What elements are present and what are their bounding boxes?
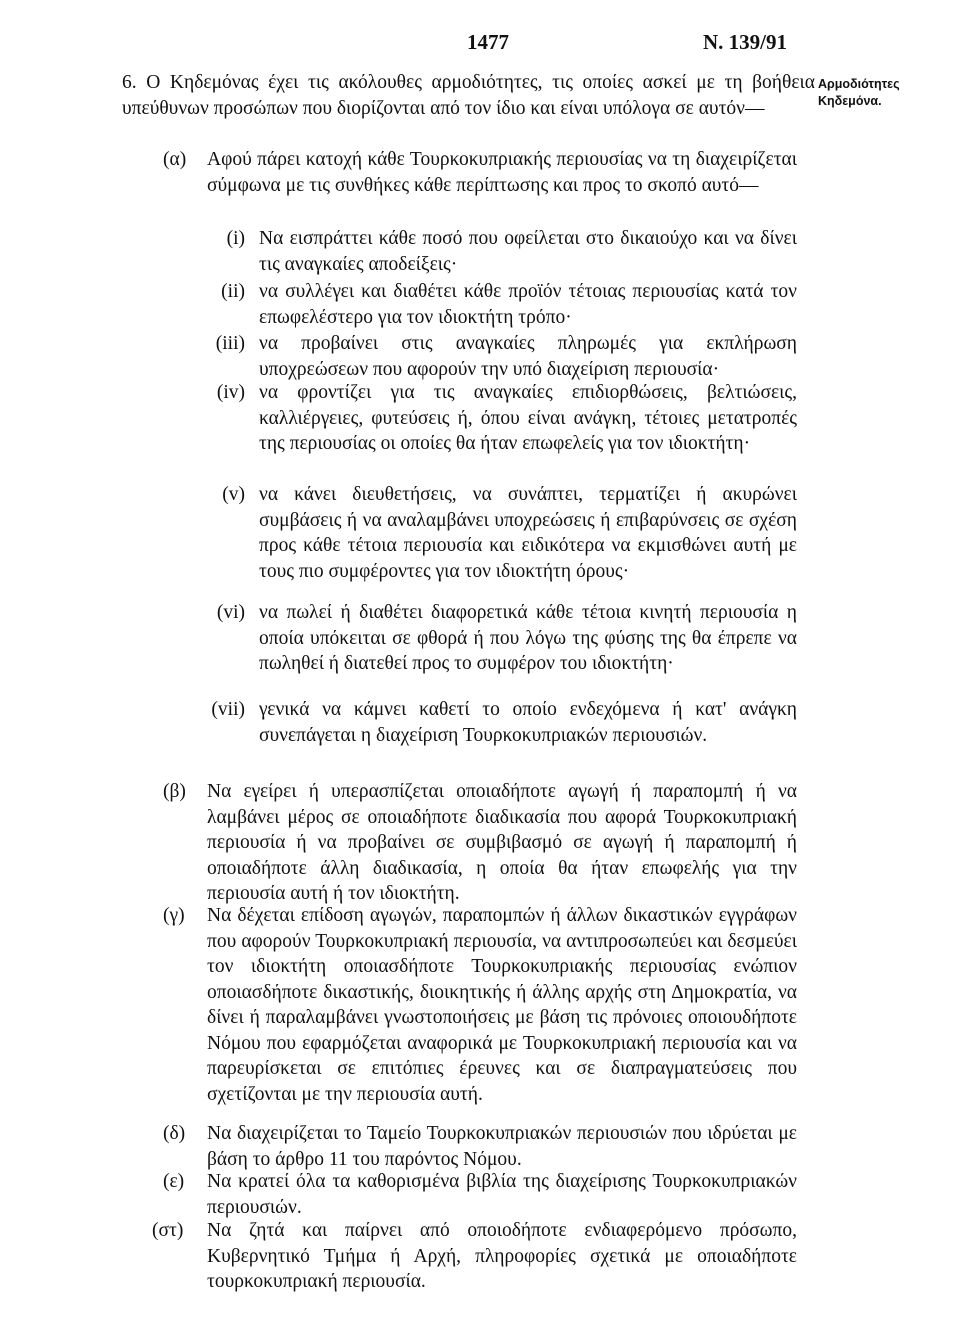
item-label: (στ) <box>152 1220 184 1241</box>
item-text: Να εγείρει ή υπερασπίζεται οποιαδήποτε αγωγή ή παραπομπή ή να λαμβάνει μέρος σε οποιαδήποτε διαδικασία που αφορά Τουρκοκυπριακή περιουσία ή να προβαίνει σε συμβιβασμό σε αγωγή ή παραπομπή ή οποιαδήποτε άλλη διαδικασία, η οποία θα ήταν επωφελής για την περιουσία αυτή ή τον ιδιοκτήτη. <box>207 781 797 904</box>
subitem-text: να πωλεί ή διαθέτει διαφορετικά κάθε τέτοια κινητή περιουσία η οποία υπόκειται σε φθορά ή που λόγω της φύσης της θα έπρεπε να πωληθεί ή διατεθεί προς το συμφέρον του ιδιοκτήτη· <box>259 602 797 674</box>
item-text: Να διαχειρίζεται το Ταμείο Τουρκοκυπριακών περιουσιών που ιδρύεται με βάση το άρθρο 11 του παρόντος Νόμου. <box>207 1123 797 1170</box>
section-intro: 6. Ο Κηδεμόνας έχει τις ακόλουθες αρμοδιότητες, τις οποίες ασκεί με τη βοήθεια υπεύθυνων προσώπων που διορίζονται από τον ίδιο και είναι υπόλογα σε αυτόν— <box>122 72 815 119</box>
subitem-text: Να εισπράττει κάθε ποσό που οφείλεται στο δικαιούχο και να δίνει τις αναγκαίες αποδείξεις· <box>259 228 797 275</box>
item-text: Να κρατεί όλα τα καθορισμένα βιβλία της διαχείρισης Τουρκοκυπριακών περιουσιών. <box>207 1171 797 1218</box>
item-text: Αφού πάρει κατοχή κάθε Τουρκοκυπριακής περιουσίας να τη διαχειρίζεται σύμφωνα με τις συνθήκες κάθε περίπτωσης και προς το σκοπό αυτό— <box>207 149 797 196</box>
margin-note <box>818 76 953 110</box>
subitem-label: (iii) <box>215 333 245 354</box>
item-text: Να ζητά και παίρνει από οποιοδήποτε ενδιαφερόμενο πρόσωπο, Κυβερνητικό Τμήμα ή Αρχή, πληροφορίες σχετικά με οποιαδήποτε τουρκοκυπριακή περιουσία. <box>207 1220 797 1292</box>
item-label: (ε) <box>163 1171 185 1192</box>
subitem-label: (i) <box>226 228 245 249</box>
page-header <box>0 30 960 60</box>
subitem-label: (ii) <box>221 281 245 302</box>
margin-note-line: Αρμοδιότητες <box>818 77 900 91</box>
item-label: (γ) <box>163 905 185 926</box>
item-label: (α) <box>163 149 187 170</box>
item-label: (δ) <box>163 1123 186 1144</box>
margin-note-line: Κηδεμόνα. <box>818 94 882 108</box>
subitem-text: να φροντίζει για τις αναγκαίες επιδιορθώσεις, βελτιώσεις, καλλιέργειες, φυτεύσεις ή, όπου είναι ανάγκη, τέτοιες μετατροπές της περιουσίας οι οποίες θα ήταν επωφελείς για τον ιδιοκτήτη· <box>259 382 797 454</box>
subitem-text: γενικά να κάμνει καθετί το οποίο ενδεχόμενα ή κατ' ανάγκη συνεπάγεται η διαχείριση Τουρκοκυπριακών περιουσιών. <box>259 699 797 746</box>
subitem-text: να προβαίνει στις αναγκαίες πληρωμές για εκπλήρωση υποχρεώσεων που αφορούν την υπό διαχείριση περιουσία· <box>259 333 797 380</box>
subitem-label: (v) <box>222 484 245 505</box>
subitem-label: (iv) <box>216 382 245 403</box>
law-number: Ν. 139/91 <box>703 30 787 54</box>
item-label: (β) <box>163 781 186 802</box>
subitem-label: (vi) <box>216 602 245 623</box>
subitem-label: (vii) <box>211 699 245 720</box>
item-text: Να δέχεται επίδοση αγωγών, παραπομπών ή άλλων δικαστικών εγγράφων που αφορούν Τουρκοκυπριακή περιουσία, να αντιπροσωπεύει και δεσμεύει τον ιδιοκτήτη οποιασδήποτε Τουρκοκυπριακής περιουσίας ενώπιον οποιασδήποτε δικαστικής, διοικητικής ή άλλης αρχής στη Δημοκρατία, να δίνει ή παραλαμβάνει γνωστοποιήσεις με βάση τις πρόνοιες οποιουδήποτε Νόμου που εφαρμόζεται αναφορικά με Τουρκοκυπριακή περιουσία και να παρευρίσκεται σε επιτόπιες έρευνες και σε διαπραγματεύσεις που σχετίζονται με την περιουσία αυτή. <box>207 905 797 1105</box>
subitem-text: να συλλέγει και διαθέτει κάθε προϊόν τέτοιας περιουσίας κατά τον επωφελέστερο για τον ιδιοκτήτη τρόπο· <box>259 281 797 328</box>
subitem-text: να κάνει διευθετήσεις, να συνάπτει, τερματίζει ή ακυρώνει συμβάσεις ή να αναλαμβάνει υποχρεώσεις ή επιβαρύνσεις σε σχέση προς κάθε τέτοια περιουσία και ειδικότερα να εκμισθώνει αυτή με τους πιο συμφέροντες για τον ιδιοκτήτη όρους· <box>259 484 797 582</box>
page-number: 1477 <box>467 30 509 54</box>
